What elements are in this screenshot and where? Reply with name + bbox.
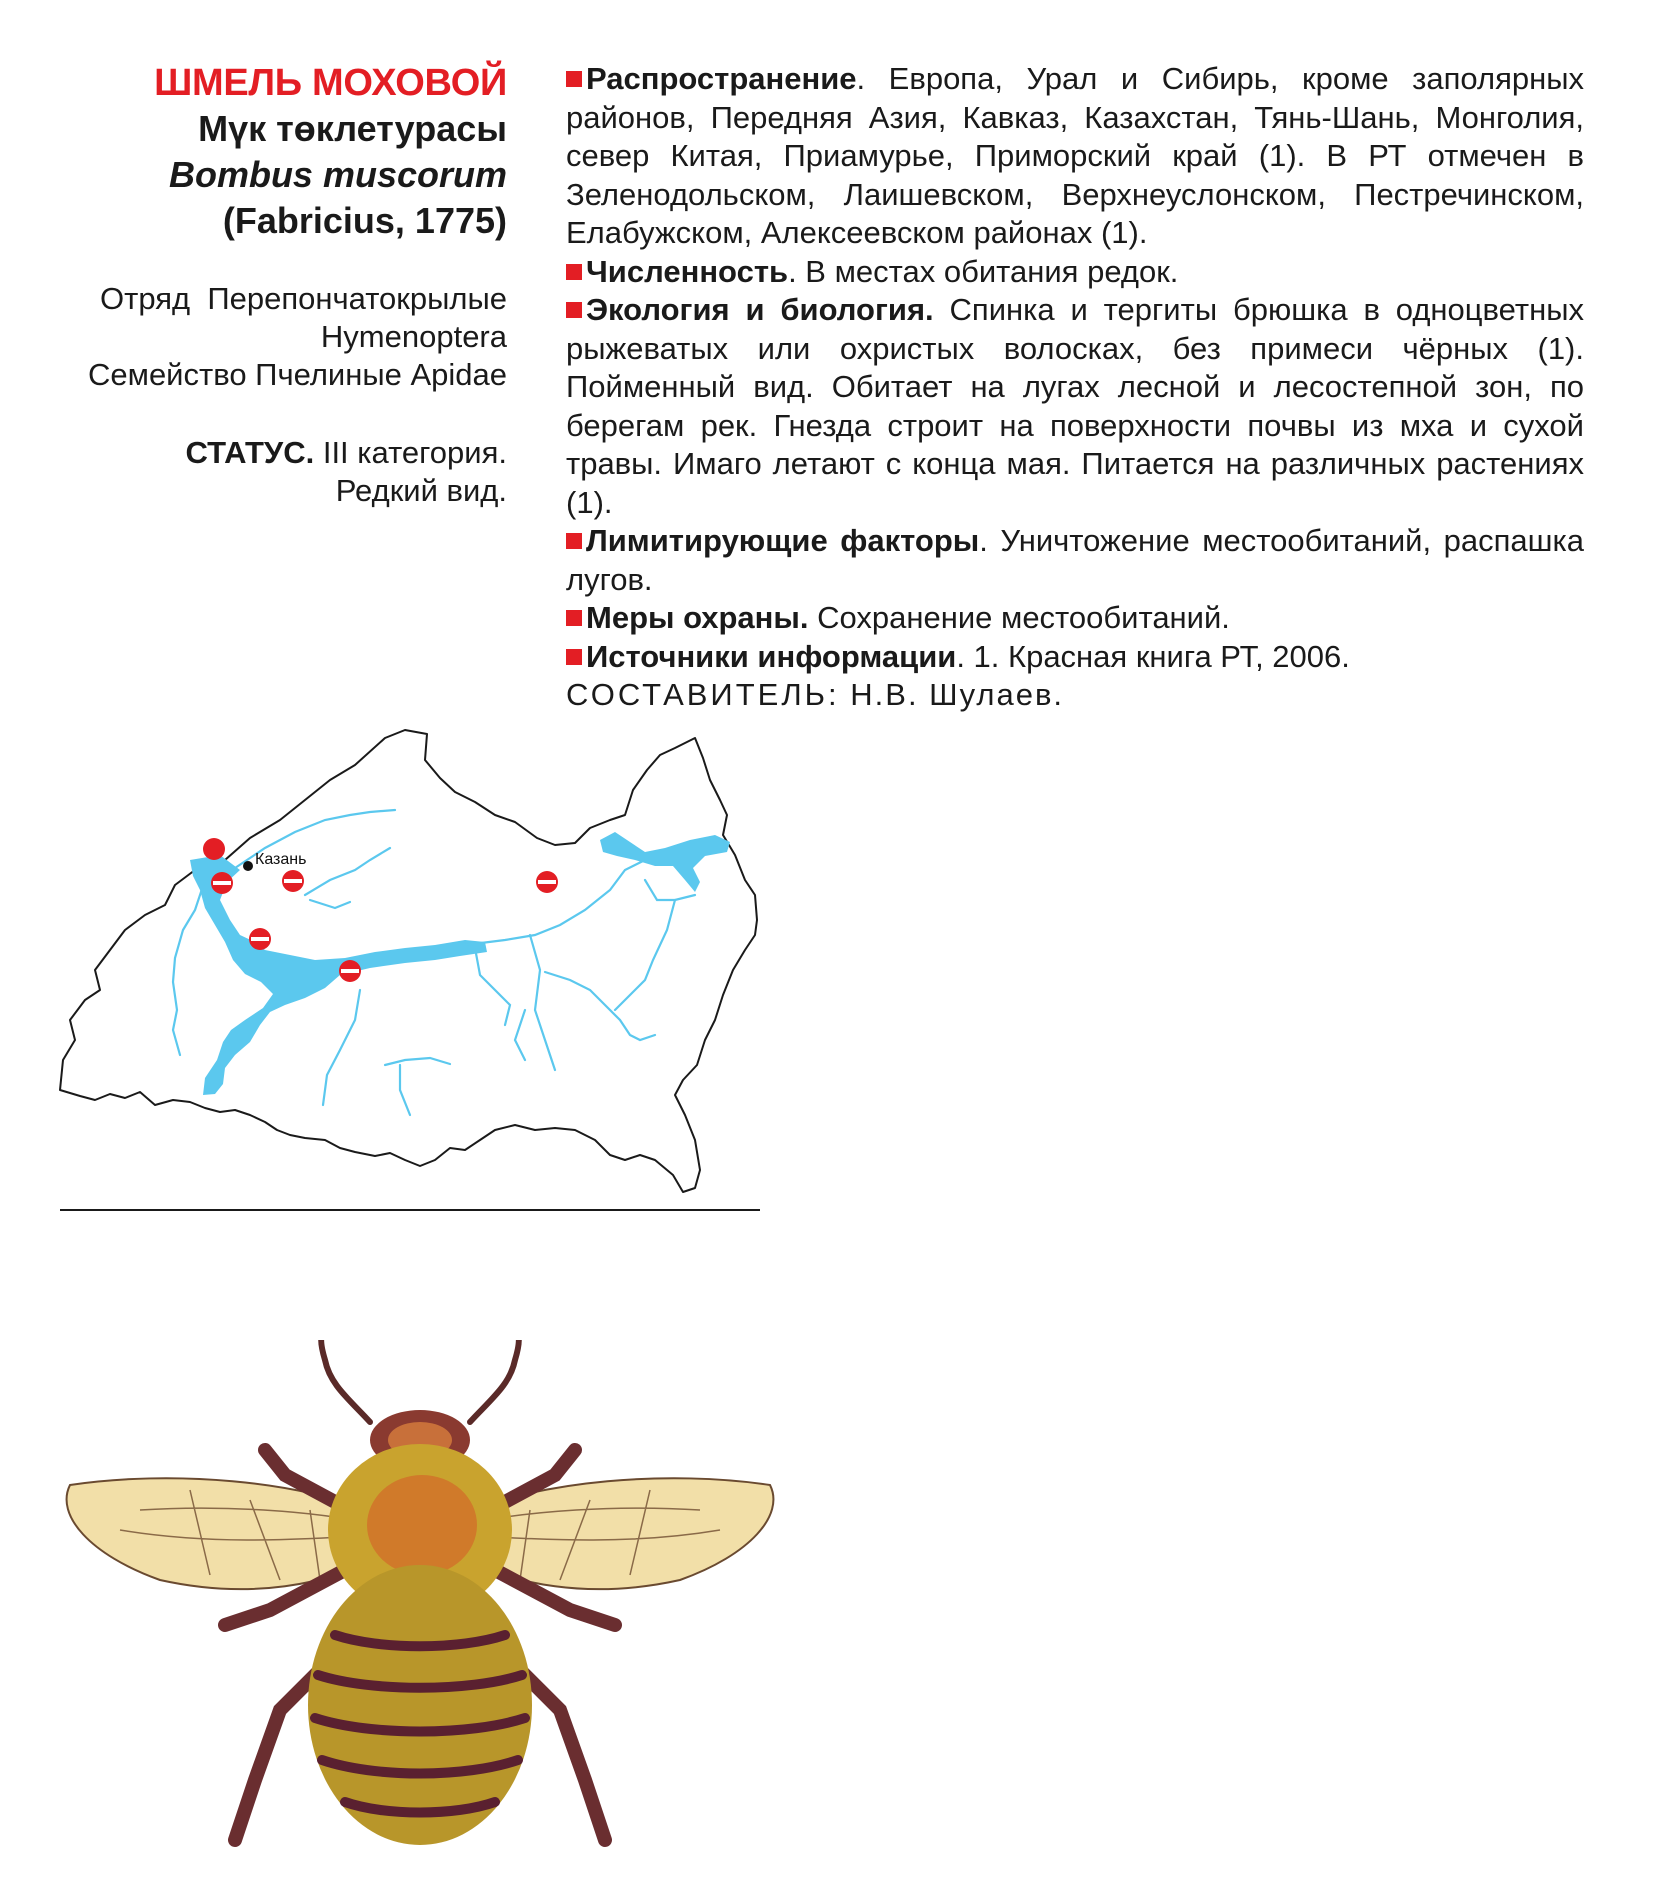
- distribution-map: [55, 720, 765, 1200]
- section-text: . В местах обитания редок.: [788, 253, 1179, 289]
- location-marker-half-icon: [536, 871, 558, 893]
- species-name-latin: Bombus muscorum: [168, 154, 507, 195]
- map-divider: [60, 1209, 760, 1211]
- bullet-square-icon: [566, 264, 582, 280]
- section-text: Спинка и тергиты брюшка в одноцветных рыжеватых или охристых волосках, без примеси чёрных (1). Пойменный вид. Обитает на лугах лесной и лесостепной зон, по берегам рек. Гнезда строит на поверхности почвы из мха и сухой травы. Имаго летают с конца мая. Питается на различных растениях (1).: [566, 292, 1584, 520]
- bumblebee-illustration: [50, 1340, 790, 1860]
- section-heading: Источники информации: [586, 638, 957, 674]
- thorax-center: [367, 1475, 477, 1575]
- section-text: . Европа, Урал и Сибирь, кроме заполярных районов, Передняя Азия, Кавказ, Казахстан, Тянь-Шань, Монголия, север Китая, Приамурье, Приморский край (1). В РТ отмечен в Зеленодольском, Лаишевском, Верхнеуслонском, Пестречинском, Елабужском, Алексеевском районах (1).: [566, 61, 1584, 250]
- bullet-square-icon: [566, 302, 582, 318]
- antenna-icon: [321, 1340, 370, 1422]
- section-heading: Экология и биология.: [586, 292, 934, 327]
- section-heading: Распространение: [586, 61, 857, 96]
- section-protection: [566, 599, 1584, 638]
- species-name-tt: Мүк төклетурасы: [198, 108, 507, 149]
- order-line: [40, 280, 507, 318]
- compiler-line: [566, 676, 1584, 715]
- taxonomy-block: [40, 280, 507, 394]
- section-ecology: [566, 291, 1584, 522]
- section-sources: [566, 638, 1584, 677]
- section-heading: Численность: [586, 253, 789, 289]
- section-text: . 1. Красная книга РТ, 2006.: [956, 638, 1350, 674]
- species-author: (Fabricius, 1775): [222, 200, 507, 241]
- location-marker-half-icon: [211, 872, 233, 894]
- location-marker-full-icon: [203, 838, 225, 860]
- kuybyshev-reservoir: [190, 855, 487, 1095]
- status-description: Редкий вид.: [335, 473, 507, 508]
- bullet-square-icon: [566, 71, 582, 87]
- kazan-label: Казань: [255, 851, 307, 868]
- section-limiting-factors: [566, 522, 1584, 599]
- bullet-square-icon: [566, 533, 582, 549]
- family-line: Семейство Пчелиные Apidae: [88, 357, 507, 392]
- status-category: III категория.: [322, 435, 507, 470]
- kazan-dot-icon: [243, 861, 253, 871]
- nizhnekamsk-reservoir: [600, 832, 730, 892]
- section-text: . Уничтожение местообитаний, распашка лугов.: [566, 523, 1584, 597]
- status-label: СТАТУС.: [185, 435, 315, 470]
- location-marker-half-icon: [282, 870, 304, 892]
- order-label: Отряд: [100, 281, 191, 316]
- section-abundance: [566, 253, 1584, 292]
- section-heading: Лимитирующие факторы: [586, 523, 980, 558]
- species-name-ru: ШМЕЛЬ МОХОВОЙ: [154, 62, 507, 104]
- bullet-square-icon: [566, 610, 582, 626]
- species-header: [40, 60, 507, 510]
- location-marker-half-icon: [339, 960, 361, 982]
- compiler-name: Н.В. Шулаев.: [850, 677, 1065, 712]
- bullet-square-icon: [566, 649, 582, 665]
- compiler-label: СОСТАВИТЕЛЬ:: [566, 677, 840, 712]
- order-name-ru: Перепончатокрылые: [207, 281, 507, 316]
- antenna-icon: [470, 1340, 519, 1422]
- order-name-latin: Hymenoptera: [320, 319, 507, 354]
- section-distribution: [566, 60, 1584, 253]
- status-block: [40, 434, 507, 510]
- section-text: Сохранение местообитаний.: [808, 600, 1230, 635]
- section-heading: Меры охраны.: [586, 600, 809, 635]
- location-marker-half-icon: [249, 928, 271, 950]
- species-description: [566, 60, 1584, 715]
